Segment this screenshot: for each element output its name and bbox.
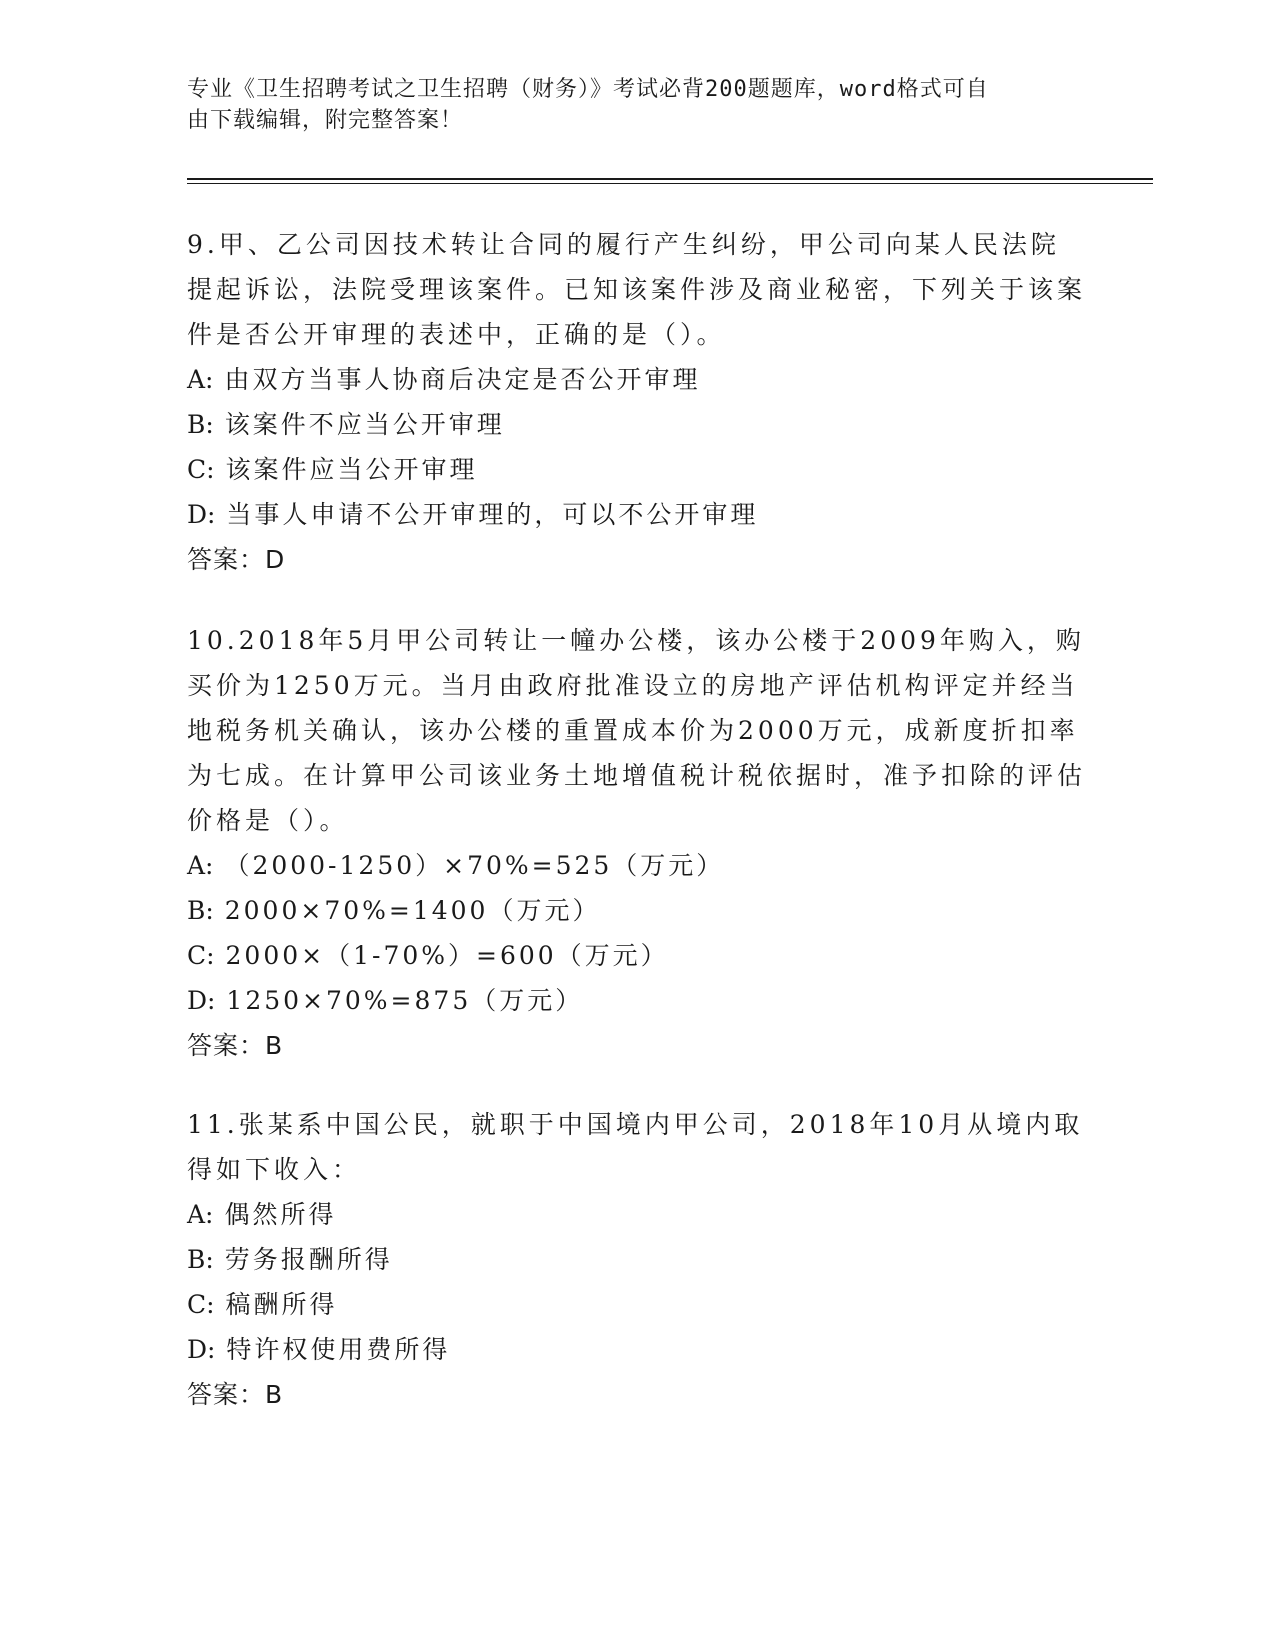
option-c bbox=[187, 933, 1087, 978]
question-text: 9.甲、乙公司因技术转让合同的履行产生纠纷，甲公司向某人民法院提起诉讼，法院受理该案件。已知该案件涉及商业秘密，下列关于该案件是否公开审理的表述中，正确的是（）。 bbox=[187, 230, 1087, 349]
option-a bbox=[187, 357, 1087, 402]
option-text: （2000-1250）×70%=525（万元） bbox=[224, 851, 725, 880]
option-label: C: bbox=[187, 455, 215, 484]
option-text: 1250×70%=875（万元） bbox=[226, 986, 584, 1015]
header-line-1: 专业《卫生招聘考试之卫生招聘（财务）》考试必背200题题库，word格式可自 bbox=[187, 77, 989, 102]
option-label: C: bbox=[187, 1290, 215, 1319]
option-b bbox=[187, 888, 1087, 933]
option-b bbox=[187, 1237, 1087, 1282]
option-a bbox=[187, 1192, 1087, 1237]
option-label: B: bbox=[187, 1245, 214, 1274]
option-text: 偶然所得 bbox=[224, 1200, 337, 1229]
header-line-2: 由下载编辑，附完整答案！ bbox=[187, 108, 464, 133]
option-d bbox=[187, 1327, 1087, 1372]
option-text: 2000×（1-70%）=600（万元） bbox=[225, 941, 669, 970]
question-text: 11.张某系中国公民，就职于中国境内甲公司，2018年10月从境内取得如下收入： bbox=[187, 1110, 1084, 1184]
header-divider-thin bbox=[187, 183, 1153, 184]
option-text: 该案件应当公开审理 bbox=[225, 455, 478, 484]
answer-line: 答案：D bbox=[187, 545, 286, 574]
answer-line: 答案：B bbox=[187, 1031, 284, 1060]
question-9 bbox=[187, 222, 1087, 582]
option-b bbox=[187, 402, 1087, 447]
answer-line: 答案：B bbox=[187, 1380, 284, 1409]
option-c bbox=[187, 447, 1087, 492]
option-label: D: bbox=[187, 1335, 216, 1364]
option-label: C: bbox=[187, 941, 215, 970]
option-d bbox=[187, 492, 1087, 537]
option-label: B: bbox=[187, 410, 214, 439]
option-a bbox=[187, 843, 1087, 888]
option-label: B: bbox=[187, 896, 214, 925]
option-text: 该案件不应当公开审理 bbox=[224, 410, 505, 439]
option-text: 劳务报酬所得 bbox=[224, 1245, 393, 1274]
option-label: A: bbox=[187, 851, 214, 880]
option-label: A: bbox=[187, 365, 214, 394]
option-text: 特许权使用费所得 bbox=[226, 1335, 451, 1364]
option-text: 稿酬所得 bbox=[225, 1290, 338, 1319]
question-10 bbox=[187, 618, 1087, 1068]
option-text: 由双方当事人协商后决定是否公开审理 bbox=[224, 365, 701, 394]
option-c bbox=[187, 1282, 1087, 1327]
option-text: 当事人申请不公开审理的，可以不公开审理 bbox=[226, 500, 759, 529]
option-d bbox=[187, 978, 1087, 1023]
option-label: A: bbox=[187, 1200, 214, 1229]
option-label: D: bbox=[187, 500, 216, 529]
option-text: 2000×70%=1400（万元） bbox=[224, 896, 601, 925]
option-label: D: bbox=[187, 986, 216, 1015]
header-divider bbox=[187, 178, 1153, 180]
document-header bbox=[187, 74, 1067, 136]
question-text: 10.2018年5月甲公司转让一幢办公楼，该办公楼于2009年购入，购买价为1250万元。当月由政府批准设立的房地产评估机构评定并经当地税务机关确认，该办公楼的重置成本价为2000万元，成新度折扣率为七成。在计算甲公司该业务土地增值税计税依据时，准予扣除的评估价格是（）。 bbox=[187, 626, 1087, 835]
question-11 bbox=[187, 1102, 1087, 1417]
